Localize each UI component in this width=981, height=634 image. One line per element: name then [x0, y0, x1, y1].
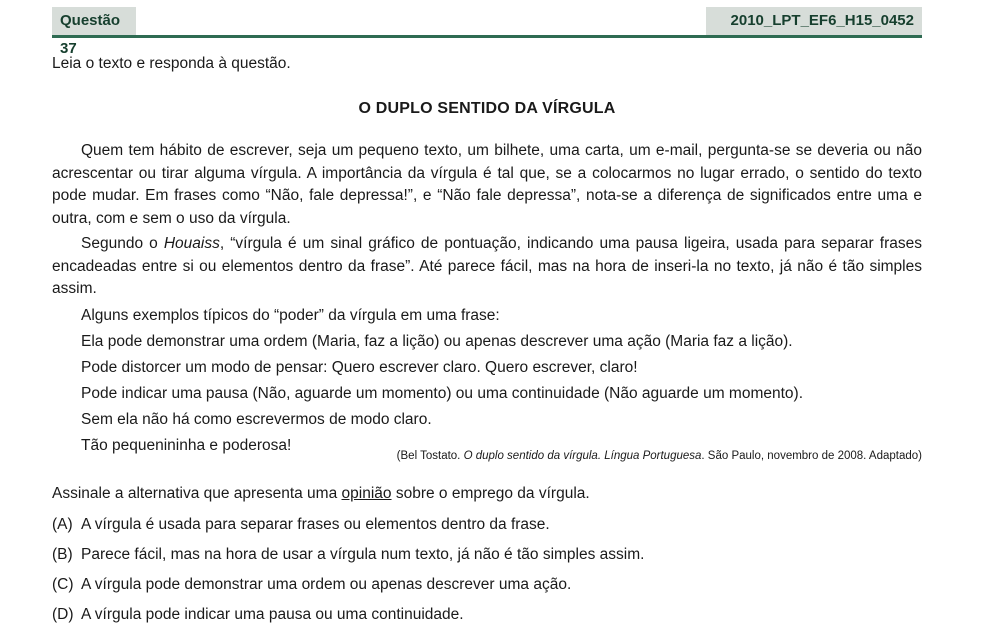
answer-option-d[interactable]: [52, 604, 644, 634]
text-line: Tão pequenininha e poderosa!: [81, 436, 292, 454]
question-prompt: [52, 485, 590, 503]
question-underlined: opinião: [341, 485, 392, 502]
answer-option-a[interactable]: [52, 514, 644, 544]
option-text: Parece fácil, mas na hora de usar a vírgula num texto, já não é tão simples assim.: [81, 546, 645, 563]
option-letter: (B): [52, 546, 73, 563]
question-number-label: Questão 37: [52, 7, 136, 35]
source-citation: [397, 450, 922, 462]
text-line: Alguns exemplos típicos do “poder” da vírgula em uma frase:: [81, 306, 500, 324]
citation-author: (Bel Tostato.: [396, 450, 464, 462]
citation-rest: . São Paulo, novembro de 2008. Adaptado): [701, 450, 922, 462]
citation-work-title: O duplo sentido da vírgula. Língua Portuguesa: [463, 450, 702, 462]
text-line: Sem ela não há como escrevermos de modo claro.: [81, 410, 432, 428]
option-text: A vírgula é usada para separar frases ou elementos dentro da frase.: [81, 516, 550, 533]
paragraph-2: [52, 233, 922, 301]
answer-option-c[interactable]: [52, 574, 644, 604]
option-text: A vírgula pode indicar uma pausa ou uma continuidade.: [81, 606, 464, 623]
paragraph-1: Quem tem hábito de escrever, seja um pequeno texto, um bilhete, uma carta, um e-mail, pergunta-se se deveria ou não acrescentar ou tirar alguma vírgula. A importância da vírgula é tal que, se a colocarmos no lugar errado, o sentido do texto pode mudar. Em frases como “Não, fale depressa!”, e “Não fale depressa”, nota-se a diferença de significados entre uma e outra, com e sem o uso da vírgula.: [52, 142, 922, 227]
option-letter: (D): [52, 606, 74, 623]
paragraph-2-post: , “vírgula é um sinal gráfico de pontuação, indicando uma pausa ligeira, usada para separar frases encadeadas entre si ou elementos dentro da frase”. Até parece fácil, mas na hora de inseri-la no texto, já não é tão simples assim.: [52, 235, 923, 297]
reading-text: [52, 140, 922, 460]
option-letter: (A): [52, 516, 73, 533]
text-line: Pode indicar uma pausa (Não, aguarde um momento) ou uma continuidade (Não aguarde um momento).: [81, 384, 804, 402]
header-divider: [52, 35, 922, 38]
question-header: [52, 7, 922, 57]
option-letter: (C): [52, 576, 74, 593]
answer-option-b[interactable]: [52, 544, 644, 574]
instruction-text: Leia o texto e responda à questão.: [52, 55, 291, 72]
question-code: 2010_LPT_EF6_H15_0452: [706, 7, 922, 35]
text-title: O DUPLO SENTIDO DA VÍRGULA: [358, 100, 616, 117]
text-line: Pode distorcer um modo de pensar: Quero escrever claro. Quero escrever, claro!: [81, 358, 638, 376]
option-text: A vírgula pode demonstrar uma ordem ou apenas descrever uma ação.: [81, 576, 572, 593]
text-line: Ela pode demonstrar uma ordem (Maria, faz a lição) ou apenas descrever uma ação (Maria faz a lição).: [81, 332, 793, 350]
question-post: sobre o emprego da vírgula.: [391, 485, 590, 502]
paragraph-2-italic: Houaiss: [163, 235, 220, 252]
question-pre: Assinale a alternativa que apresenta uma: [52, 485, 342, 502]
paragraph-2-pre: Segundo o: [81, 235, 164, 252]
answer-options: [52, 514, 644, 634]
